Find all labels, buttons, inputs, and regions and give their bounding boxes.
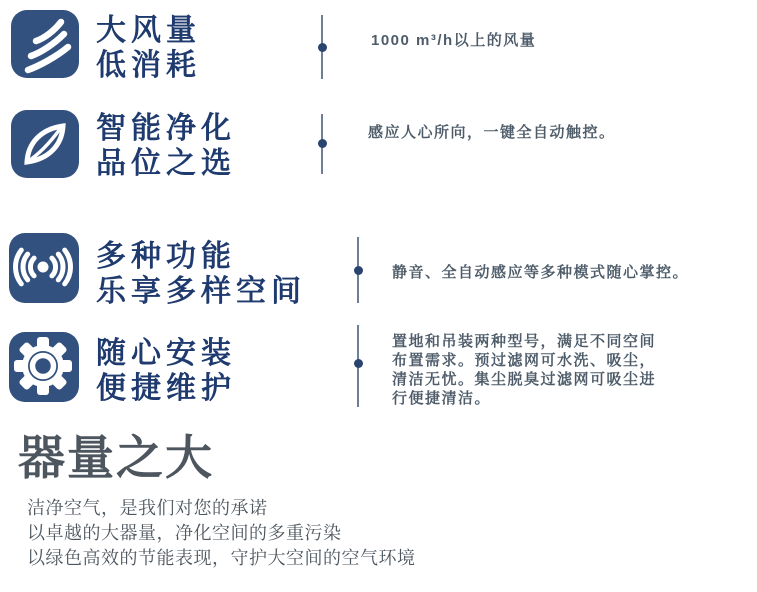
- section-body: [27, 496, 416, 571]
- section-body-line: 以绿色高效的节能表现，守护大空间的空气环境: [27, 548, 416, 568]
- feature-title-line: 智能净化: [96, 112, 236, 145]
- feature-title-modes: [96, 239, 306, 309]
- feature-title-line: 多种功能: [96, 240, 236, 273]
- gear-icon: [9, 332, 79, 402]
- feature-title-line: 低消耗: [96, 49, 201, 82]
- section-body-line: 洁净空气，是我们对您的承诺: [27, 498, 268, 518]
- section-title: 器量之大: [18, 431, 214, 484]
- feature-description: 静音、全自动感应等多种模式随心掌控。: [392, 264, 690, 281]
- feature-description: 1000 m³/h以上的风量: [371, 32, 537, 49]
- leaf-icon: [11, 110, 79, 178]
- wind-icon: [11, 10, 79, 78]
- feature-title-smart: [96, 111, 236, 181]
- signal-waves-icon: [9, 233, 79, 303]
- divider-line: [321, 15, 323, 79]
- feature-title-line: 品位之选: [96, 147, 236, 180]
- feature-title-install: [96, 336, 236, 406]
- divider-dot: [318, 139, 327, 148]
- feature-description: 感应人心所向，一键全自动触控。: [368, 124, 616, 141]
- divider-dot: [354, 359, 363, 368]
- divider-dot: [354, 266, 363, 275]
- feature-title-line: 随心安装: [96, 337, 236, 370]
- feature-title-line: 乐享多样空间: [96, 275, 306, 308]
- feature-title-line: 便捷维护: [96, 372, 236, 405]
- feature-title-airflow: [96, 13, 201, 83]
- divider-line: [357, 325, 359, 407]
- section-body-line: 以卓越的大器量，净化空间的多重污染: [27, 523, 342, 543]
- feature-title-line: 大风量: [96, 14, 201, 47]
- feature-description: 置地和吊装两种型号，满足不同空间布置需求。预过滤网可水洗、吸尘，清洁无忧。集尘脱臭过滤网可吸尘进行便捷清洁。: [392, 333, 657, 407]
- divider-line: [357, 237, 359, 303]
- divider-line: [321, 114, 323, 174]
- divider-dot: [318, 43, 327, 52]
